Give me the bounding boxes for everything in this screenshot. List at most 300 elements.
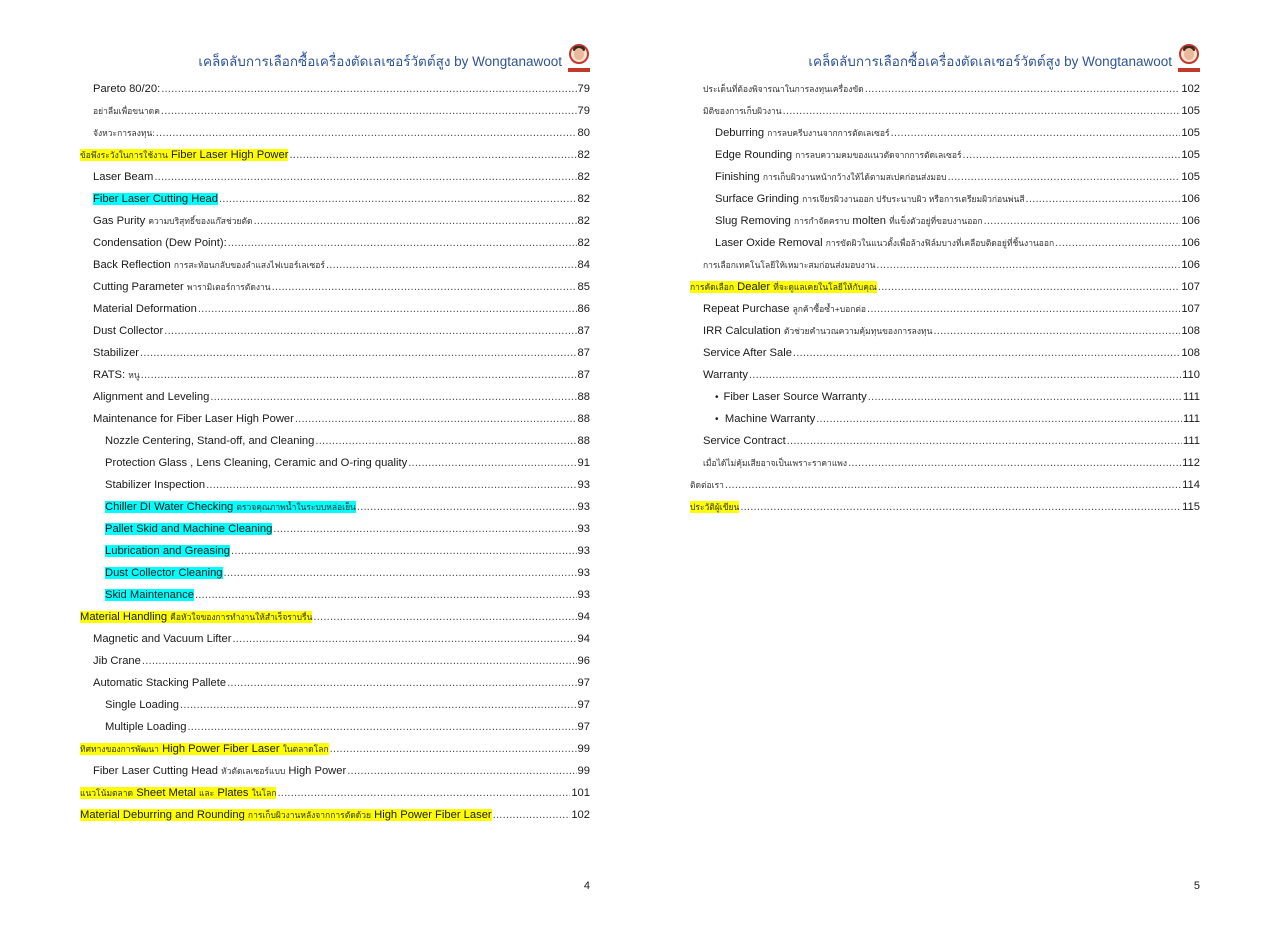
toc-entry[interactable] [690, 496, 1200, 518]
thai-text: หัวตัดเลเซอร์แบบ [221, 766, 286, 776]
dot-leader [984, 210, 1181, 232]
page-header [808, 40, 1200, 74]
toc-page-number: 87 [577, 369, 590, 381]
dot-leader [783, 100, 1181, 122]
toc-entry[interactable] [690, 386, 1200, 408]
toc-entry[interactable] [80, 386, 590, 408]
toc-page-number: 93 [577, 501, 590, 513]
toc-entry[interactable] [80, 320, 590, 342]
toc-page-number: 93 [577, 479, 590, 491]
dot-leader [787, 430, 1182, 452]
toc-page-number: 93 [577, 523, 590, 535]
toc-page-number: 101 [571, 787, 590, 799]
english-text: Service Contract [703, 435, 786, 447]
thai-text: ประเด็นที่ต้องพิจารณาในการลงทุนเครื่องขัด [703, 84, 864, 94]
dot-leader [198, 298, 577, 320]
toc-entry[interactable] [690, 342, 1200, 364]
toc-entry-title [93, 100, 160, 122]
thai-text: จังหวะการลงทุน: [93, 128, 155, 138]
dot-leader [891, 122, 1181, 144]
toc-page-number: 85 [577, 281, 590, 293]
dot-leader [180, 694, 577, 716]
thai-text: คือหัวใจของการทำงานให้สำเร็จราบรื่น [170, 612, 313, 622]
thai-text: ตรวจคุณภาพน้ำในระบบหล่อเย็น [236, 502, 356, 512]
english-text: Cutting Parameter [93, 281, 184, 293]
toc-page-number: 115 [1182, 501, 1200, 513]
toc-page-number: 82 [577, 237, 590, 249]
author-avatar-icon [1178, 44, 1200, 74]
toc-entry-title [93, 672, 226, 694]
dot-leader [816, 408, 1182, 430]
toc-entry[interactable] [80, 584, 590, 606]
english-text: Single Loading [105, 699, 180, 711]
thai-text: ทิศทางของการพัฒนา [80, 744, 159, 754]
toc-entry-title [715, 232, 1054, 254]
toc-entry[interactable] [80, 672, 590, 694]
toc-entry[interactable] [80, 606, 590, 628]
english-text: RATS: [93, 369, 126, 381]
english-text: Nozzle Centering, Stand-off, and Cleaning [105, 435, 315, 447]
toc-entry[interactable] [80, 232, 590, 254]
thai-text: อย่าลืมเพื่อขนาดค [93, 106, 160, 116]
toc-entry[interactable] [80, 760, 590, 782]
toc-page-number: 107 [1181, 303, 1200, 315]
toc-entry-title [93, 78, 160, 100]
toc-page-number: 96 [577, 655, 590, 667]
dot-leader [867, 298, 1180, 320]
toc-entry[interactable] [690, 254, 1200, 276]
english-text: Lubrication and Greasing [105, 545, 231, 557]
toc-entry[interactable] [80, 276, 590, 298]
dot-leader [219, 188, 577, 210]
english-text: Repeat Purchase [703, 303, 790, 315]
toc-entry[interactable] [80, 166, 590, 188]
dot-leader [232, 628, 576, 650]
english-text: Pallet Skid and Machine Cleaning [105, 523, 273, 535]
toc-page-number: 86 [577, 303, 590, 315]
english-text: Jib Crane [93, 655, 141, 667]
dot-leader [878, 276, 1181, 298]
toc-entry-title [715, 166, 946, 188]
english-text: Alignment and Leveling [93, 391, 210, 403]
english-text: Skid Maintenance [105, 589, 194, 601]
toc-page-number: 106 [1181, 215, 1200, 227]
toc-page-number: 105 [1181, 171, 1200, 183]
toc-entry[interactable] [690, 166, 1200, 188]
english-text: Protection Glass , Lens Cleaning, Ceramic and O-ring quality [105, 457, 408, 469]
dot-leader [749, 364, 1181, 386]
dot-leader [231, 540, 577, 562]
toc-entry-title [725, 408, 815, 430]
toc-entry[interactable] [690, 232, 1200, 254]
english-text: Slug Removing [715, 215, 791, 227]
dot-leader [164, 320, 576, 342]
toc-entry-title [690, 276, 877, 298]
thai-text: การเก็บผิวงานหน้ากว้างให้ได้ตามสเปคก่อนส่งมอบ [762, 172, 947, 182]
toc-entry-title [93, 210, 253, 232]
english-text: Dealer [737, 281, 771, 293]
toc-entry-title [105, 540, 230, 562]
thai-text: ที่แข็งตัวอยู่ที่ขอบงานออก [889, 216, 983, 226]
toc-entry[interactable] [80, 540, 590, 562]
toc-entry[interactable] [690, 474, 1200, 496]
english-text: Dust Collector [93, 325, 164, 337]
dot-leader [315, 430, 576, 452]
toc-page-number: 114 [1182, 479, 1200, 491]
dot-leader [141, 364, 577, 386]
english-text: Pareto 80/20: [93, 83, 161, 95]
toc-entry[interactable] [80, 518, 590, 540]
toc-entry-title [80, 606, 312, 628]
toc-entry-title [703, 342, 792, 364]
dot-leader [187, 716, 576, 738]
toc-entry-title [93, 122, 155, 144]
toc-entry[interactable] [690, 144, 1200, 166]
thai-text: และ [199, 788, 215, 798]
dot-leader [793, 342, 1180, 364]
toc-entry-title [105, 496, 356, 518]
dot-leader [206, 474, 576, 496]
toc-page-number: 97 [577, 677, 590, 689]
toc-entry[interactable] [80, 254, 590, 276]
toc-entry-title [703, 78, 864, 100]
dot-leader [295, 408, 577, 430]
toc-entry-title [93, 342, 139, 364]
dot-leader [326, 254, 577, 276]
toc-entry-title [93, 386, 209, 408]
thai-text: การลบครีบงานจากการตัดเลเซอร์ [767, 128, 890, 138]
toc-page-number: 80 [577, 127, 590, 139]
toc-page-number: 108 [1181, 325, 1200, 337]
english-text: Material Handling [80, 611, 168, 623]
english-text: Fiber Laser Source Warranty [723, 391, 867, 403]
toc-page-number: 99 [577, 743, 590, 755]
toc-page-number: 111 [1182, 435, 1200, 447]
english-text: Fiber Laser High Power [170, 149, 289, 161]
toc-entry[interactable] [80, 210, 590, 232]
toc-page-number: 93 [577, 589, 590, 601]
dot-leader [254, 210, 577, 232]
thai-text: แนวโน้มตลาด [80, 788, 134, 798]
toc-entry[interactable] [80, 364, 590, 386]
toc-entry[interactable] [690, 122, 1200, 144]
toc-entry[interactable] [80, 188, 590, 210]
toc-page-number: 102 [571, 809, 590, 821]
toc-page-number: 88 [577, 435, 590, 447]
toc-entry-title [105, 518, 272, 540]
dot-leader [725, 474, 1181, 496]
dot-leader [347, 760, 576, 782]
toc-entry[interactable] [80, 496, 590, 518]
dot-leader [224, 562, 577, 584]
thai-text: ที่จะดูแลเคยในโลยีให้กับคุณ [773, 282, 877, 292]
dot-leader [876, 254, 1180, 276]
toc-entry-title [703, 364, 748, 386]
thai-text: พารามิเตอร์การตัดงาน [186, 282, 271, 292]
toc-entry[interactable] [80, 628, 590, 650]
bullet-icon: • [715, 392, 719, 403]
thai-text: ความบริสุทธิ์ของแก๊สช่วยตัด [148, 216, 253, 226]
english-text: High Power Fiber Laser [162, 743, 280, 755]
english-text: Edge Rounding [715, 149, 793, 161]
toc-entry[interactable] [690, 408, 1200, 430]
toc-entry-title [715, 122, 890, 144]
toc-list [80, 78, 590, 826]
english-text: Material Deburring and Rounding [80, 809, 245, 821]
english-text: IRR Calculation [703, 325, 781, 337]
toc-entry-title [93, 188, 218, 210]
dot-leader [142, 650, 577, 672]
toc-page-number: 105 [1181, 149, 1200, 161]
toc-page-number: 94 [577, 611, 590, 623]
dot-leader [154, 166, 576, 188]
dot-leader [277, 782, 570, 804]
toc-entry[interactable] [80, 78, 590, 100]
dot-leader [272, 276, 577, 298]
toc-entry[interactable] [80, 122, 590, 144]
dot-leader [210, 386, 576, 408]
toc-entry[interactable] [80, 738, 590, 760]
dot-leader [161, 100, 577, 122]
toc-page-number: 106 [1181, 193, 1200, 205]
toc-entry[interactable] [80, 452, 590, 474]
dot-leader [161, 78, 576, 100]
dot-leader [330, 738, 577, 760]
toc-entry[interactable] [690, 320, 1200, 342]
dot-leader [947, 166, 1180, 188]
dot-leader [140, 342, 577, 364]
toc-entry[interactable] [80, 562, 590, 584]
english-text: Dust Collector Cleaning [105, 567, 223, 579]
toc-entry[interactable] [80, 650, 590, 672]
english-text: Service After Sale [703, 347, 792, 359]
page-number: 4 [583, 880, 590, 892]
thai-text: ลูกค้าซื้อซ้ำ+บอกต่อ [792, 304, 867, 314]
thai-text: การเลือกเทคโนโลยีให้เหมาะสมก่อนส่งมอบงาน [703, 260, 876, 270]
english-text: Material Deformation [93, 303, 197, 315]
thai-text: ในโลก [251, 788, 277, 798]
english-text: High Power Fiber Laser [374, 809, 492, 821]
page-header [198, 40, 590, 74]
toc-entry[interactable] [80, 342, 590, 364]
english-text: Finishing [715, 171, 760, 183]
toc-entry[interactable] [80, 716, 590, 738]
toc-entry-title [105, 452, 407, 474]
thai-text: การเจียรผิวงานออก ปรับระนาบผิว หรือการเตรียมผิวก่อนพ่นสี [802, 194, 1025, 204]
toc-entry-title [93, 628, 231, 650]
english-text: Deburring [715, 127, 765, 139]
toc-entry[interactable] [690, 298, 1200, 320]
toc-page-number: 105 [1181, 105, 1200, 117]
toc-page-number: 105 [1181, 127, 1200, 139]
toc-page-number: 82 [577, 193, 590, 205]
toc-page-number: 97 [577, 699, 590, 711]
english-text: Fiber Laser Cutting Head [93, 765, 218, 777]
english-text: Automatic Stacking Pallete [93, 677, 227, 689]
toc-entry[interactable] [690, 78, 1200, 100]
toc-entry-title [715, 210, 983, 232]
dot-leader [195, 584, 577, 606]
dot-leader [868, 386, 1182, 408]
toc-entry-title [80, 804, 492, 826]
dot-leader [408, 452, 576, 474]
toc-entry-title [93, 364, 140, 386]
toc-entry-title [93, 254, 325, 276]
toc-entry-title [703, 430, 786, 452]
toc-entry[interactable] [690, 430, 1200, 452]
toc-page-number: 111 [1182, 413, 1200, 425]
toc-entry-title [80, 144, 288, 166]
toc-entry-title [93, 650, 141, 672]
toc-entry-title [715, 188, 1025, 210]
english-text: Gas Purity [93, 215, 146, 227]
english-text: Maintenance for Fiber Laser High Power [93, 413, 294, 425]
dot-leader [357, 496, 577, 518]
dot-leader [865, 78, 1181, 100]
english-text: Sheet Metal [136, 787, 196, 799]
toc-entry[interactable] [690, 210, 1200, 232]
toc-entry-title [105, 694, 179, 716]
toc-page-number: 93 [577, 545, 590, 557]
dot-leader [493, 804, 571, 826]
dot-leader [933, 320, 1180, 342]
toc-page-number: 79 [577, 83, 590, 95]
english-text: Condensation (Dew Point): [93, 237, 227, 249]
toc-entry-title [715, 144, 962, 166]
toc-page-number: 102 [1181, 83, 1200, 95]
toc-page-number: 108 [1181, 347, 1200, 359]
toc-entry-title [690, 474, 724, 496]
toc-page-number: 87 [577, 347, 590, 359]
toc-entry[interactable] [80, 474, 590, 496]
thai-text: ตัวช่วยคำนวณความคุ้มทุนของการลงทุน [783, 326, 933, 336]
dot-leader [227, 672, 576, 694]
thai-text: มิติของการเก็บผิวงาน [703, 106, 782, 116]
toc-entry[interactable] [80, 782, 590, 804]
toc-entry-title [93, 320, 163, 342]
thai-text: การเก็บผิวงานหลังจากการตัดด้วย [247, 810, 372, 820]
toc-page-number: 94 [577, 633, 590, 645]
thai-text: ข้อพึงระวังในการใช้งาน [80, 150, 168, 160]
english-text: Chiller DI Water Checking [105, 501, 234, 513]
header-title: เคล็ดลับการเลือกซื้อเครื่องตัดเลเซอร์วัตต์สูง by Wongtanawoot [808, 54, 1172, 69]
dot-leader [313, 606, 576, 628]
toc-page-number: 112 [1182, 457, 1200, 469]
english-text: Surface Grinding [715, 193, 799, 205]
page-number: 5 [1193, 880, 1200, 892]
toc-entry[interactable] [80, 694, 590, 716]
english-text: Stabilizer Inspection [105, 479, 206, 491]
toc-page-number: 111 [1182, 391, 1200, 403]
english-text: Magnetic and Vacuum Lifter [93, 633, 232, 645]
toc-entry-title [93, 166, 153, 188]
thai-text: การขัดผิวในแนวตั้งเพื่อล้างฟิล์มบางที่เคลือบติดอยู่ที่ชิ้นงานออก [825, 238, 1055, 248]
thai-text: การลบความคมของแนวตัดจากการตัดเลเซอร์ [795, 150, 962, 160]
toc-entry-title [105, 430, 314, 452]
toc-entry-title [703, 452, 847, 474]
toc-page-number: 99 [577, 765, 590, 777]
toc-entry[interactable] [80, 100, 590, 122]
toc-page-number: 84 [577, 259, 590, 271]
bullet-icon: • [715, 414, 719, 425]
right-page [690, 0, 1200, 950]
english-text: Machine Warranty [724, 413, 816, 425]
toc-entry[interactable] [80, 804, 590, 826]
dot-leader [1055, 232, 1180, 254]
english-text: Back Reflection [93, 259, 171, 271]
english-text: Laser Oxide Removal [715, 237, 823, 249]
english-text: Plates [217, 787, 249, 799]
toc-entry-title [80, 738, 329, 760]
toc-entry[interactable] [690, 276, 1200, 298]
toc-page-number: 82 [577, 171, 590, 183]
toc-page-number: 88 [577, 391, 590, 403]
left-page [80, 0, 590, 950]
toc-entry-title [703, 254, 875, 276]
toc-entry-title [723, 386, 866, 408]
toc-entry[interactable] [80, 408, 590, 430]
english-text: Warranty [703, 369, 748, 381]
toc-entry-title [703, 298, 866, 320]
toc-page-number: 110 [1182, 369, 1200, 381]
toc-page-number: 97 [577, 721, 590, 733]
dot-leader [156, 122, 577, 144]
toc-entry-title [93, 298, 197, 320]
toc-entry-title [105, 562, 223, 584]
toc-entry[interactable] [690, 188, 1200, 210]
english-text: Multiple Loading [105, 721, 187, 733]
dot-leader [289, 144, 576, 166]
toc-entry-title [93, 232, 227, 254]
dot-leader [963, 144, 1181, 166]
toc-entry[interactable] [80, 430, 590, 452]
dot-leader [273, 518, 576, 540]
header-title: เคล็ดลับการเลือกซื้อเครื่องตัดเลเซอร์วัตต์สูง by Wongtanawoot [198, 54, 562, 69]
dot-leader [1026, 188, 1181, 210]
toc-entry[interactable] [690, 364, 1200, 386]
toc-entry-title [690, 496, 739, 518]
toc-entry[interactable] [690, 100, 1200, 122]
toc-entry-title [80, 782, 276, 804]
dot-leader [228, 232, 577, 254]
thai-text: ในตลาดโลก [282, 744, 329, 754]
toc-entry-title [703, 320, 932, 342]
english-text: molten [852, 215, 887, 227]
english-text: Laser Beam [93, 171, 154, 183]
toc-page-number: 82 [577, 149, 590, 161]
english-text: Fiber Laser Cutting Head [93, 193, 218, 205]
toc-page-number: 87 [577, 325, 590, 337]
toc-entry-title [703, 100, 782, 122]
thai-text: การกำจัดคราบ [793, 216, 850, 226]
english-text: High Power [288, 765, 347, 777]
toc-entry-title [93, 760, 346, 782]
toc-page-number: 88 [577, 413, 590, 425]
toc-page-number: 93 [577, 567, 590, 579]
author-avatar-icon [568, 44, 590, 74]
toc-entry[interactable] [690, 452, 1200, 474]
toc-entry[interactable] [80, 298, 590, 320]
toc-entry[interactable] [80, 144, 590, 166]
toc-entry-title [105, 584, 194, 606]
thai-text: เมื่อได้ไม่คุ้มเสียอาจเป็นเพราะราคาแพง [703, 458, 848, 468]
english-text: Stabilizer [93, 347, 140, 359]
toc-page-number: 79 [577, 105, 590, 117]
toc-page-number: 106 [1181, 259, 1200, 271]
toc-entry-title [105, 474, 205, 496]
thai-text: ติดต่อเรา [690, 480, 724, 490]
toc-entry-title [93, 276, 271, 298]
